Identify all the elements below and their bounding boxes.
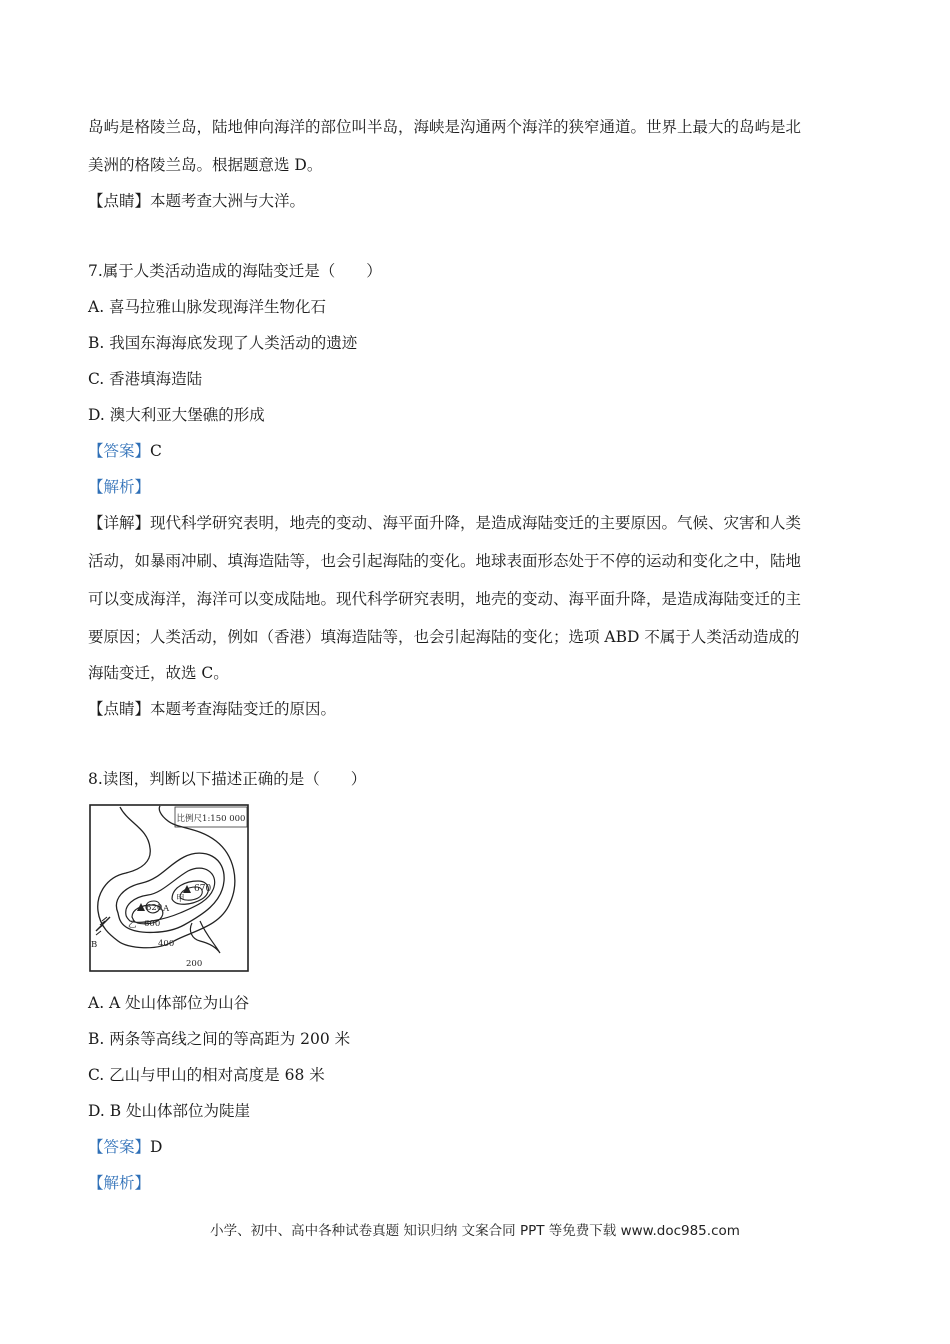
question-7-option-a: A. 喜马拉雅山脉发现海洋生物化石: [88, 298, 327, 316]
map-label-b: B: [91, 940, 98, 950]
question-8-option-d: D. B 处山体部位为陡崖: [88, 1102, 251, 1120]
question-7-answer: [88, 440, 868, 462]
answer-value: C: [150, 442, 162, 460]
question-8-option-a: A. A 处山体部位为山谷: [88, 994, 250, 1012]
answer-tag: 【答案】: [88, 442, 151, 460]
question-7-option-b: B. 我国东海海底发现了人类活动的遗迹: [88, 334, 358, 352]
analysis-tag: 【解析】: [88, 478, 151, 496]
question-7-stem: 7.属于人类活动造成的海陆变迁是（ ）: [88, 262, 382, 280]
detail-line: 活动，如暴雨冲刷、填海造陆等，也会引起海陆的变化。地球表面形态处于不停的运动和变化之中，陆地: [88, 552, 802, 570]
question-8-option-b: B. 两条等高线之间的等高距为 200 米: [88, 1030, 351, 1048]
contour-map-figure: [88, 803, 252, 973]
question-7-option-d: D. 澳大利亚大堡礁的形成: [88, 406, 265, 424]
detail-line: 要原因；人类活动，例如（香港）填海造陆等，也会引起海陆的变化；选项 ABD 不属于人类活动造成的: [88, 628, 800, 646]
text-line: 美洲的格陵兰岛。根据题意选 D。: [88, 156, 323, 174]
question-8-answer: [88, 1136, 868, 1158]
map-label-600: 600: [144, 919, 161, 929]
analysis-tag: 【解析】: [88, 1174, 151, 1192]
text-line: 岛屿是格陵兰岛，陆地伸向海洋的部位叫半岛，海峡是沟通两个海洋的狭窄通道。世界上最大的岛屿是北: [88, 118, 802, 136]
page-footer: 小学、初中、高中各种试卷真题 知识归纳 文案合同 PPT 等免费下载 www.doc985.com: [210, 1223, 740, 1239]
map-scale-label: 比例尺1:150 000: [176, 814, 246, 824]
map-label-620: 620: [146, 903, 163, 913]
map-label-200: 200: [186, 959, 203, 969]
dianjing-note: 【点睛】本题考查海陆变迁的原因。: [88, 700, 337, 718]
map-label-a: A: [163, 904, 170, 914]
map-label-670: 670: [194, 884, 212, 894]
map-label-400: 400: [158, 939, 175, 949]
question-8-option-c: C. 乙山与甲山的相对高度是 68 米: [88, 1066, 325, 1084]
dianjing-note: 【点睛】本题考查大洲与大洋。: [88, 192, 306, 210]
map-label-yi: 乙: [128, 920, 137, 930]
answer-tag: 【答案】: [88, 1138, 151, 1156]
answer-value: D: [150, 1138, 163, 1156]
detail-line: 海陆变迁，故选 C。: [88, 664, 229, 682]
question-8-stem: 8.读图，判断以下描述正确的是（ ）: [88, 770, 367, 788]
detail-line: 【详解】现代科学研究表明，地壳的变动、海平面升降，是造成海陆变迁的主要原因。气候、灾害和人类: [88, 514, 802, 532]
detail-line: 可以变成海洋，海洋可以变成陆地。现代科学研究表明，地壳的变动、海平面升降，是造成海陆变迁的主: [88, 590, 802, 608]
question-7-option-c: C. 香港填海造陆: [88, 370, 203, 388]
map-label-jia: 甲: [176, 894, 185, 904]
